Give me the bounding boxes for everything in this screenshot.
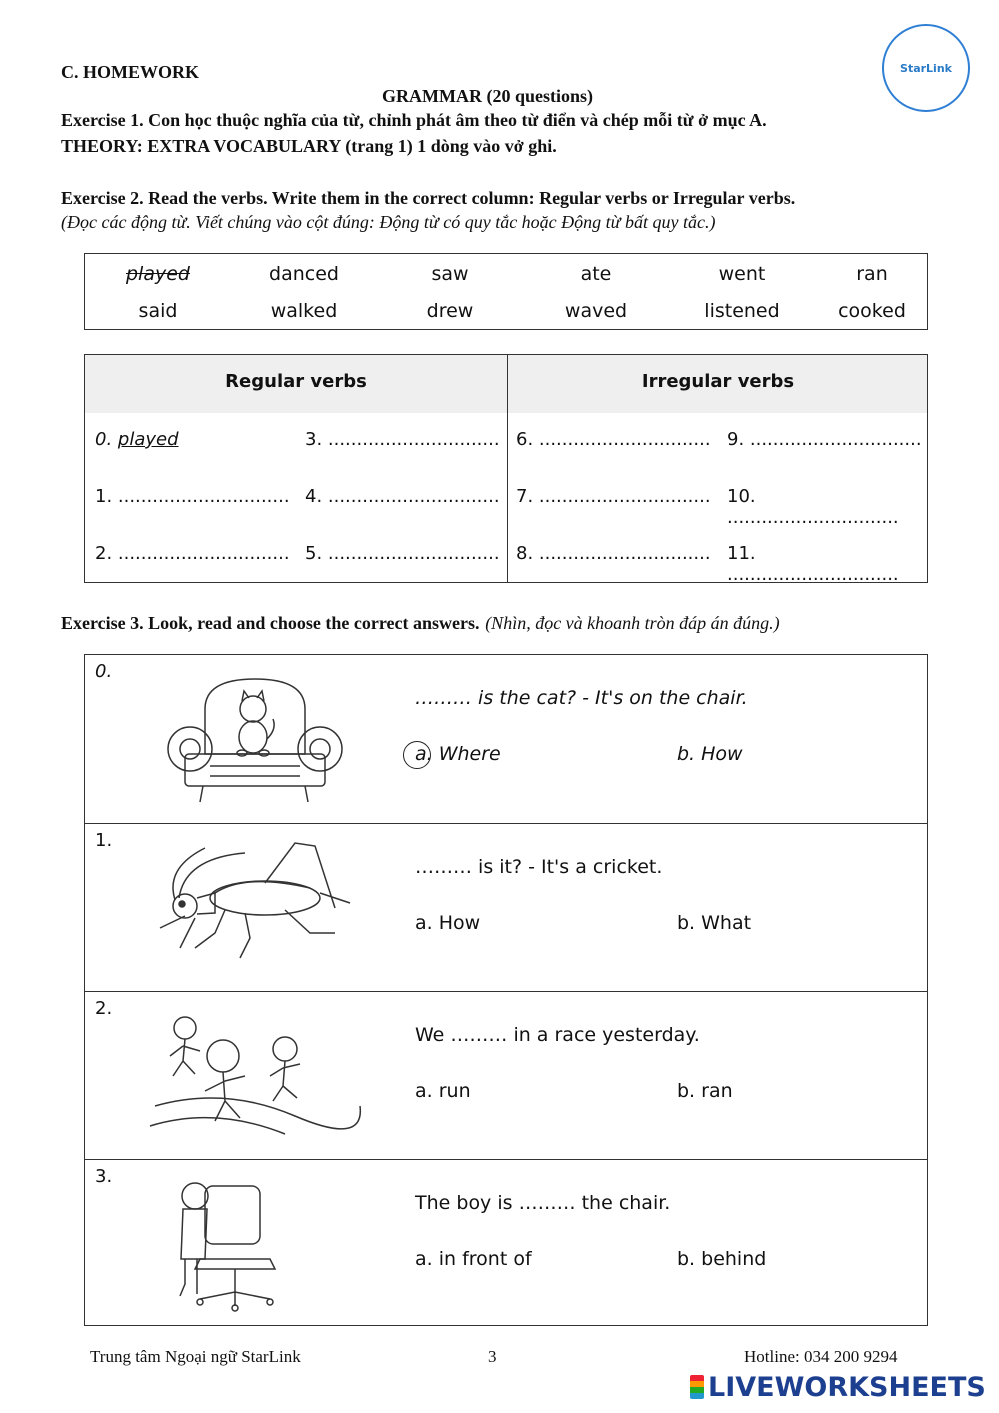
exercise3-title: Exercise 3. Look, read and choose the correct answers. (Nhìn, đọc và khoanh tròn đáp án đúng.) [61, 613, 780, 633]
option-a[interactable]: a. run [415, 1080, 471, 1102]
word-listened: listened [704, 300, 780, 322]
question-row [85, 823, 927, 991]
answer-slot-5[interactable]: 5. .............................. [305, 543, 500, 564]
exercise1-line1: Exercise 1. Con học thuộc nghĩa của từ, chỉnh phát âm theo từ điển và chép mỗi từ ở mục A. [61, 110, 767, 130]
word-waved: waved [564, 300, 628, 322]
regular-verbs-header: Regular verbs [225, 371, 367, 392]
answer-slot-3[interactable]: 3. .............................. [305, 429, 500, 450]
answer-slot-2[interactable]: 2. .............................. [95, 543, 290, 564]
option-a[interactable]: a. in front of [415, 1248, 532, 1270]
question-number: 0. [95, 661, 113, 682]
boy-behind-chair-image [145, 1174, 365, 1314]
option-a[interactable]: a. How [415, 912, 481, 934]
question-number: 3. [95, 1166, 113, 1187]
footer-center-name: Trung tâm Ngoại ngữ StarLink [90, 1347, 301, 1366]
question-number: 1. [95, 830, 113, 851]
exercise2-subtitle: (Đọc các động từ. Viết chúng vào cột đúng: Động từ có quy tắc hoặc Động từ bất quy tắc.) [61, 212, 716, 232]
cricket-image [145, 838, 365, 978]
answer-slot-7[interactable]: 7. .............................. [516, 486, 711, 507]
cat-on-armchair-image [145, 669, 365, 809]
option-b[interactable]: b. behind [677, 1248, 767, 1270]
word-said: said [138, 300, 178, 322]
question-row [85, 1159, 927, 1327]
question-text: ……… is it? - It's a cricket. [415, 856, 663, 878]
answer-slot-9[interactable]: 9. .............................. [727, 429, 922, 450]
question-row [85, 991, 927, 1159]
word-ran: ran [856, 263, 888, 285]
page-number: 3 [488, 1347, 497, 1366]
word-drew: drew [426, 300, 474, 322]
word-played: played [126, 263, 190, 285]
starlink-logo: StarLink [882, 24, 970, 112]
word-ate: ate [580, 263, 612, 285]
exercise2-title: Exercise 2. Read the verbs. Write them in the correct column: Regular verbs or Irregular verbs. [61, 188, 796, 208]
word-saw: saw [431, 263, 469, 285]
option-b[interactable]: b. What [677, 912, 752, 934]
word-went: went [718, 263, 766, 285]
section-heading: C. HOMEWORK [61, 62, 199, 82]
liveworksheets-icon [690, 1375, 704, 1399]
option-a[interactable]: a. Where [415, 743, 501, 765]
word-cooked: cooked [838, 300, 906, 322]
word-walked: walked [270, 300, 338, 322]
answer-slot-1[interactable]: 1. .............................. [95, 486, 290, 507]
answer-circle [403, 741, 431, 769]
exercise1-line2: THEORY: EXTRA VOCABULARY (trang 1) 1 dòng vào vở ghi. [61, 136, 557, 156]
question-text: ……… is the cat? - It's on the chair. [415, 687, 748, 709]
option-b[interactable]: b. ran [677, 1080, 733, 1102]
answer-slot-11[interactable]: 11. .............................. [727, 543, 899, 585]
grammar-title: GRAMMAR (20 questions) [382, 86, 593, 106]
question-text: The boy is ……… the chair. [415, 1192, 671, 1214]
option-b[interactable]: b. How [677, 743, 743, 765]
irregular-verbs-header: Irregular verbs [641, 371, 795, 392]
answer-slot-10[interactable]: 10. .............................. [727, 486, 899, 528]
footer-hotline: Hotline: 034 200 9294 [744, 1347, 898, 1366]
verb-word-box [84, 253, 928, 330]
question-number: 2. [95, 998, 113, 1019]
question-text: We ……… in a race yesterday. [415, 1024, 700, 1046]
exercise3-table [84, 654, 928, 1326]
answer-slot-8[interactable]: 8. .............................. [516, 543, 711, 564]
children-racing-image [145, 1006, 365, 1146]
answer-slot-6[interactable]: 6. .............................. [516, 429, 711, 450]
word-danced: danced [269, 263, 339, 285]
example-slot: 0. played [95, 429, 179, 450]
liveworksheets-logo[interactable]: LIVEWORKSHEETS [690, 1372, 986, 1403]
verb-column-table [84, 354, 928, 583]
question-row [85, 655, 927, 823]
answer-slot-4[interactable]: 4. .............................. [305, 486, 500, 507]
